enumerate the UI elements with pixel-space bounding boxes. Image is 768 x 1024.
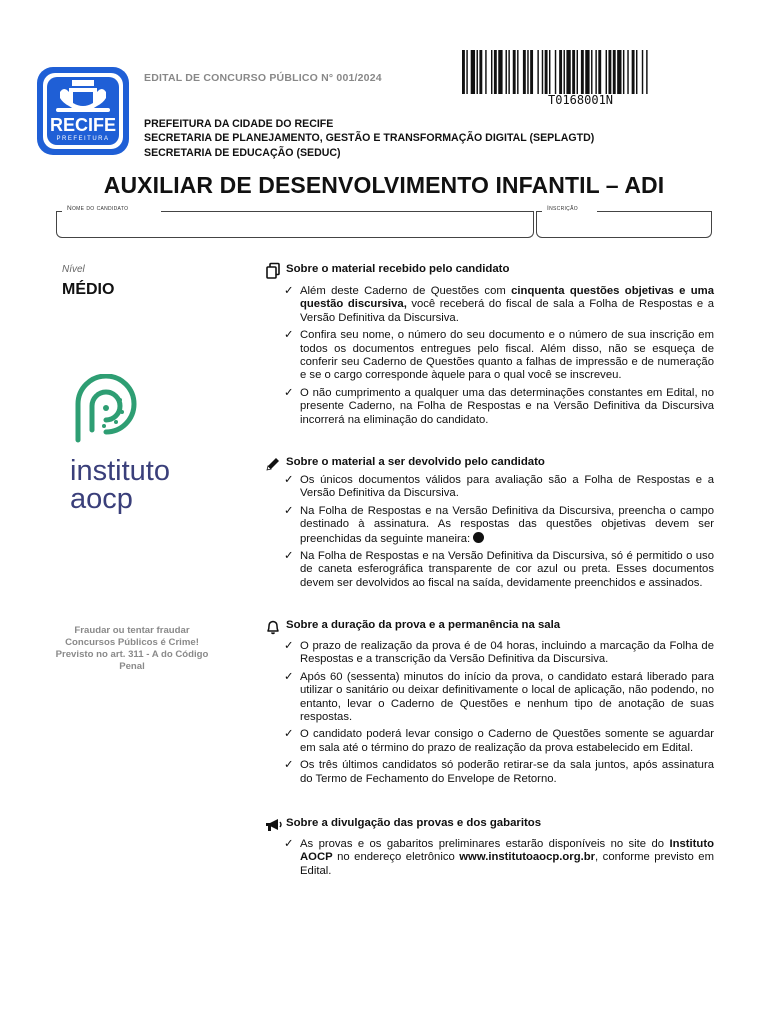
recife-prefeitura-logo [36,66,130,156]
bell-icon [264,618,282,636]
section-title: Sobre o material recebido pelo candidato [286,263,510,275]
section-title: Sobre a duração da prova e a permanência na sala [286,619,561,631]
check-icon: ✓ [284,670,294,683]
list-item: ✓ Os únicos documentos válidos para avaliação são a Folha de Respostas e a Versão Definitiva da Discursiva. [284,474,714,500]
check-icon: ✓ [284,640,294,652]
filled-bubble-icon [473,532,484,543]
aocp-logo-line2: aocp [70,483,133,514]
barcode [460,50,720,94]
list-item: ✓ Além deste Caderno de Questões com cinquenta questões objetivas e uma questão discursiva, você receberá do fiscal de sala a Folha de Respostas e a Versão Definitiva da Discursiva. [284,285,714,324]
inscricao-field[interactable] [536,205,712,238]
list-item: ✓ As provas e os gabaritos preliminares estarão disponíveis no site do Instituto AOCP no endereço eletrônico www.institutoaocp.org.br, conforme previsto em Edital. [284,838,714,877]
org-line-prefeitura: PREFEITURA DA CIDADE DO RECIFE [144,118,334,130]
section-items-duration [284,640,714,790]
list-item: ✓ O não cumprimento a qualquer uma das determinações constantes em Edital, no presente Caderno, na Folha de Respostas e na Versão Definitiva da Discursiva incorrerá na eliminação do candidato. [284,386,714,426]
list-item: ✓ Na Folha de Respostas e na Versão Definitiva da Discursiva, preencha o campo destinado à assinatura. As respostas das questões objetivas devem ser preenchidas da seguinte maneira: [284,504,714,545]
section-title: Sobre a divulgação das provas e dos gabaritos [286,817,542,829]
documents-icon [264,262,282,280]
fraud-warning: Fraudar ou tentar fraudar Concursos Públicos é Crime! Previsto no art. 311 - A do Código Penal [55,625,209,672]
exam-title: AUXILIAR DE DESENVOLVIMENTO INFANTIL – ADI [103,172,665,198]
nivel-value: MÉDIO [62,281,115,298]
candidate-name-label: Nome do candidato [64,205,131,212]
edital-number: EDITAL DE CONCURSO PÚBLICO N° 001/2024 [144,72,382,84]
candidate-name-field[interactable] [56,205,534,238]
inscricao-label: Inscrição [544,205,581,212]
list-item: ✓ Os três últimos candidatos só poderão retirar-se da sala juntos, após assinatura do Termo de Fechamento do Envelope de Retorno. [284,759,714,785]
list-item: ✓ Na Folha de Respostas e na Versão Definitiva da Discursiva, só é permitido o uso de caneta esferográfica transparente de cor azul ou preta. Esses documentos devem ser devolvidos ao fiscal na saída, devidamente preenchidos e assinados. [284,550,714,589]
list-item: ✓ Confira seu nome, o número do seu documento e o número de sua inscrição em todos os documentos entregues pelo fiscal. Além disso, não se esqueça de conferir seu Caderno de Questões quanto a falhas de impressão e de numeração e se o cargo corresponde àquele para o qual você se inscreveu. [284,329,714,382]
aocp-logo-line1: instituto [70,455,170,487]
check-icon: ✓ [284,728,294,741]
list-item: ✓ O candidato poderá levar consigo o Caderno de Questões somente se aguardar em sala até o término do prazo de realização da prova estabelecido em Edital. [284,728,714,754]
list-item: ✓ Após 60 (sessenta) minutos do início da prova, o candidato estará liberado para utilizar o sanitário ou deixar definitivamente o local de aplicação, não podendo, no entanto, levar o Caderno de Questões e nenhum tipo de anotação de suas respostas. [284,670,714,724]
check-icon: ✓ [284,504,294,517]
check-icon: ✓ [284,329,294,342]
org-line-seduc: SECRETARIA DE EDUCAÇÃO (SEDUC) [144,147,341,159]
barcode-number: T0168001N [548,93,614,107]
section-items-received [284,285,714,431]
recife-logo-text: RECIFE [49,115,117,135]
check-icon: ✓ [284,285,294,297]
megaphone-icon [264,816,284,834]
section-title: Sobre o material a ser devolvido pelo candidato [286,456,545,468]
pencil-icon [264,455,282,473]
check-icon: ✓ [284,386,294,399]
check-icon: ✓ [284,474,294,486]
section-items-disclosure [284,838,714,882]
check-icon: ✓ [284,838,294,850]
org-line-seplagtd: SECRETARIA DE PLANEJAMENTO, GESTÃO E TRANSFORMAÇÃO DIGITAL (SEPLAGTD) [144,132,595,144]
instituto-aocp-logo [66,374,206,514]
recife-logo-subtext: PREFEITURA [56,136,110,142]
nivel-label: Nível [62,264,85,275]
check-icon: ✓ [284,759,294,772]
check-icon: ✓ [284,550,294,563]
section-items-returned [284,474,714,594]
list-item: ✓ O prazo de realização da prova é de 04 horas, incluindo a marcação da Folha de Respostas e a transcrição da Versão Definitiva da Discursiva. [284,640,714,666]
